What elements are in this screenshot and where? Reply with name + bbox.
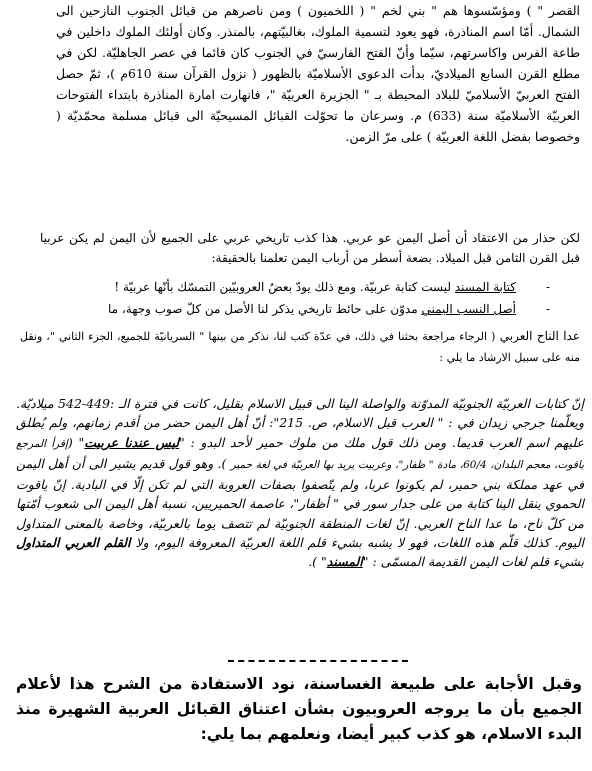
bullet-text	[28, 276, 516, 298]
bullet-dash: -	[545, 280, 551, 294]
bullet-underlined-term: أصل النسب اليمني	[421, 302, 516, 316]
bullet-item-musnad	[28, 276, 580, 298]
reference-note-detail: ( الرجاء مراجعة بحثنا في ذلك، في عدّة كتب لنا، نذكر من بينها " السريانيّة للجميع، الجزء الثاني "، ونقل منه على سبيل الارشاد ما يلي :	[20, 330, 580, 364]
closing-paragraph	[16, 672, 582, 747]
quote-part-4: بشيء قلم لغات اليمن القديمة المسمّى : "	[362, 554, 584, 570]
reference-note-lead: عدا الناح العربي	[495, 329, 581, 343]
paragraph-yemen-origin-text: لكن حذار من الاعتقاد أن أصل اليمن عو عربي. هذا كذب تاريخي عربي على الجميع لأن اليمن لم يكن عربيا قبل القرن الثامن قبل الميلاد. بضعة أسطر من أرباب اليمن تعلمنا بالحقيقة:	[40, 231, 580, 265]
quote-emphasis-musnad: المسند	[326, 554, 363, 570]
dashed-separator	[228, 660, 408, 662]
quote-part-5: " ).	[308, 554, 327, 570]
quote-part-3: ). وهو قول قديم يشير الى أن أهل اليمن في عهد مملكة بني حمير، لم يكونوا عربا، ولم يتّصفوا بصفات العروبة التي لم تكن إلّا في البادية. إنّ ياقوت الحموي ينقل الينا كتابة من على جدار سور في " أظفار"، عاصمة الحميريين، نسبة أهل اليمن الى شعوب أمّتها من كلّ ناح، ما عدا الناح العربي. إنّ لغات المنطقة الجنوبيّة لم تتصف يوما بالعربيّة، وخاصة بالمعنى المتداول اليوم. كذلك قلّم هذه اللغات، فهو لا يشبه بشيء قلم اللغة العربيّة المعروفة اليوم، ولا	[16, 455, 584, 551]
paragraph-lakhmids	[56, 0, 580, 147]
quote-citation-yaqut: إقرأ المرجع ياقوت، معجم البلدان، 60/4، مادة " ظفار"، وعربيت يريد بها العربيّة في لغة حمير	[16, 437, 584, 471]
bullet-underlined-term: كتابة المسند	[454, 280, 516, 294]
quote-part-1: إنّ كتابات العربيّة الجنوبيّة المدوّنة والواصلة الينا الى قبيل الاسلام بقليل، كانت في فترة الـ :449-542 ميلاديّة. ويعلّمنا جرجي زيدان في : " العرب قبل الاسلام، ص. 215": أنّ أهل اليمن حضر من أقدم زمانهم، ولم يُطلق عليهم اسم العرب قديما. ومن ذلك قول ملك من ملوك حمير لأحد البدو : "	[16, 396, 585, 450]
bullet-rest-text: مدوّن على حائط تاريخي يذكر لنا الأصل من كلّ صوب وجهة، ما	[108, 302, 422, 316]
closing-paragraph-text: وقبل الأجابة على طبيعة الغساسنة، نود الاستفادة من الشرح هذا لأعلام الجميع بأن ما يروجه العروبيون بشأن اعتناق القبائل العربية الشهيرة منذ البدء الاسلام، هو كذب كبير أيضا، ونعلمهم بما يلي:	[16, 675, 582, 743]
paragraph-lakhmids-text: القصر " ) ومؤسّسوها هم " بني لخم " ( اللخميون ) ومن ناصرهم من قبائل الجنوب النازحين الى الشمال. أمّا اسم المناذرة، فهو يعود لتسمية الملوك، بغالبيّتهم، بالمنذر. وكان أولئك الملوك داخلين في طاعة الفرس واكاسرتهم، سيّما وأنّ الفتح الفارسيّ في الجنوب كان قائما في عصر الجاهليّة. لكن في مطلع القرن السابع الميلاديّ، بدأت الدعوى الأسلاميّة بالظهور ( نزول القرآن سنة 610م )، ثمّ حصل الفتح العربيّ الأسلاميّ للبلاد المحيطة بـ " الجزيرة العربيّة "، فانهارت امارة المناذرة بابتداء الفتوحات العربيّة الأسلاميّة سنة (633) م. وسرعان ما تحوّلت القبائل المسيحيّة الى قبائل مسلمة محمّديّة ( وخصوصا بفضل اللغة العربيّة ) على مرّ الزمن.	[56, 3, 580, 144]
bullet-text	[28, 298, 516, 320]
bullet-dash: -	[545, 302, 551, 316]
quote-emphasis-arabiyyat: ليس عندنا عربيت	[84, 434, 180, 450]
bullet-list	[28, 276, 580, 320]
quote-part-2: " (	[67, 434, 85, 450]
quoted-passage	[16, 394, 584, 572]
bullet-rest-text: ليست كتابة عربيّة. ومع ذلك يودّ بعضُ العروبيّين التمسّك بأنّها عربيّة !	[114, 280, 455, 294]
bullet-item-lineage	[28, 298, 580, 320]
paragraph-reference-note	[20, 326, 580, 368]
quote-emphasis-script: القلم العربي المتداول	[16, 535, 131, 551]
paragraph-yemen-origin	[40, 228, 580, 268]
